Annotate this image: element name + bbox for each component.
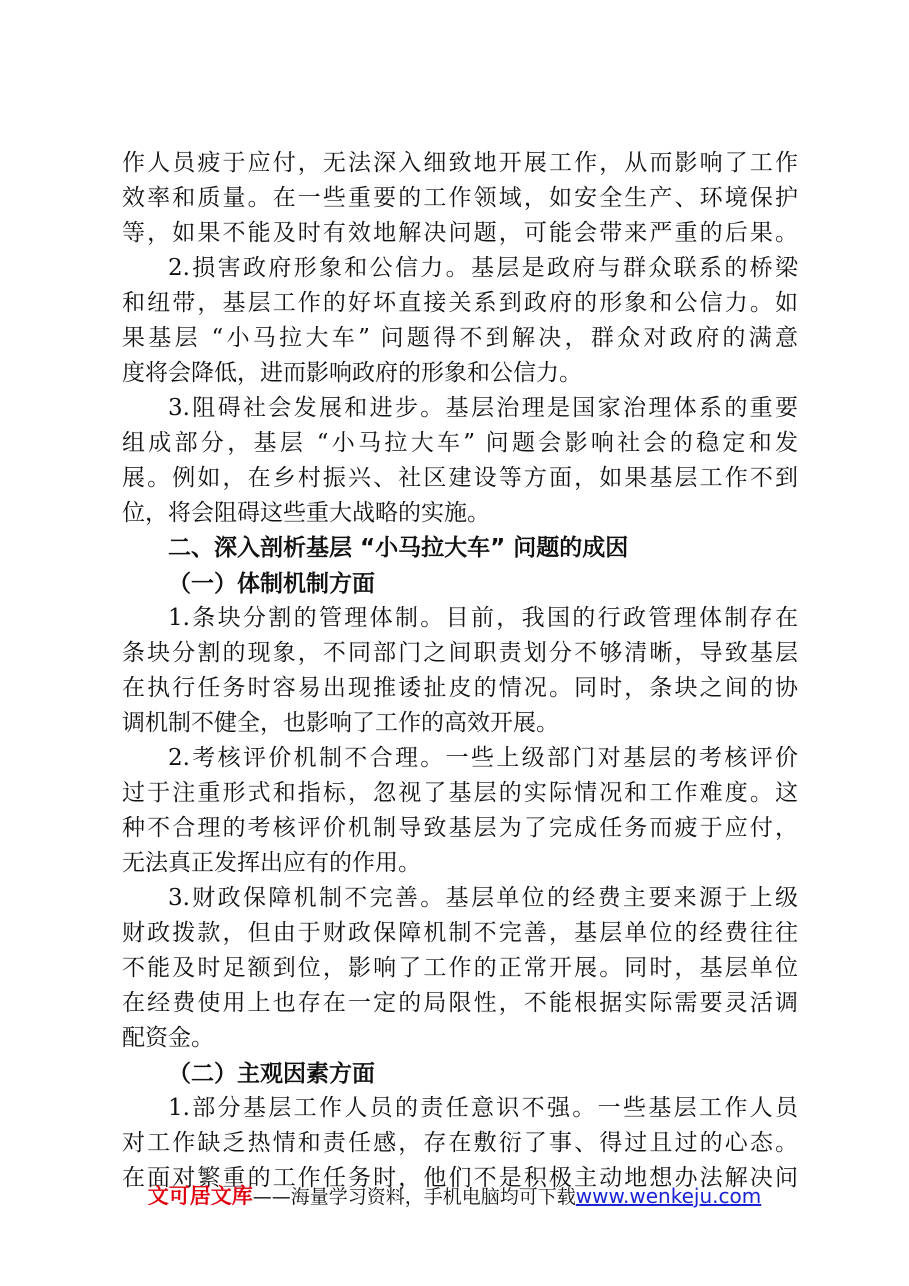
paragraph-line: 3.财政保障机制不完善。基层单位的经费主要来源于上级 [168, 885, 798, 911]
paragraph-line: 3.阻碍社会发展和进步。基层治理是国家治理体系的重要 [168, 395, 798, 421]
paragraph-line: 和纽带，基层工作的好坏直接关系到政府的形象和公信力。如 [122, 290, 798, 316]
section-heading: 二、深入剖析基层 “小马拉大车” 问题的成因 [168, 535, 629, 561]
paragraph-line: 条块分割的现象，不同部门之间职责划分不够清晰，导致基层 [122, 640, 798, 666]
paragraph-line: 2.损害政府形象和公信力。基层是政府与群众联系的桥梁 [168, 255, 798, 281]
watermark-footer [0, 1181, 909, 1212]
paragraph-line: 不能及时足额到位，影响了工作的正常开展。同时，基层单位 [122, 955, 798, 981]
paragraph-line: 在经费使用上也存在一定的局限性，不能根据实际需要灵活调 [122, 990, 798, 1016]
paragraph-line: 配资金。 [122, 1025, 214, 1051]
subsection-heading: （一）体制机制方面 [168, 570, 375, 597]
paragraph-line: 作人员疲于应付，无法深入细致地开展工作，从而影响了工作 [122, 150, 798, 176]
footer-link[interactable]: www.wenkeju.com [575, 1184, 762, 1208]
paragraph-line: 展。例如，在乡村振兴、社区建设等方面，如果基层工作不到 [122, 465, 798, 491]
paragraph-line: 1.部分基层工作人员的责任意识不强。一些基层工作人员 [168, 1095, 798, 1121]
paragraph-line: 效率和质量。在一些重要的工作领域，如安全生产、环境保护 [122, 185, 798, 211]
paragraph-line: 调机制不健全，也影响了工作的高效开展。 [122, 710, 559, 736]
paragraph-line: 无法真正发挥出应有的作用。 [122, 850, 421, 876]
paragraph-line: 在面对繁重的工作任务时，他们不是积极主动地想办法解决问 [122, 1165, 798, 1191]
paragraph-line: 1.条块分割的管理体制。目前，我国的行政管理体制存在 [168, 605, 798, 631]
paragraph-line: 果基层 “小马拉大车” 问题得不到解决，群众对政府的满意 [122, 325, 798, 351]
subsection-heading: （二）主观因素方面 [168, 1060, 375, 1087]
paragraph-line: 度将会降低，进而影响政府的形象和公信力。 [122, 360, 582, 386]
footer-brand: 文可居文库 [147, 1184, 253, 1208]
paragraph-line: 等，如果不能及时有效地解决问题，可能会带来严重的后果。 [122, 220, 798, 246]
document-body [122, 146, 798, 1196]
footer-tagline: ——海量学习资料，手机电脑均可下载 [252, 1186, 576, 1208]
paragraph-line: 种不合理的考核评价机制导致基层为了完成任务而疲于应付， [122, 815, 798, 841]
paragraph-line: 过于注重形式和指标，忽视了基层的实际情况和工作难度。这 [122, 780, 798, 806]
paragraph-line: 位，将会阻碍这些重大战略的实施。 [122, 500, 490, 526]
paragraph-line: 2.考核评价机制不合理。一些上级部门对基层的考核评价 [168, 745, 798, 771]
paragraph-line: 在执行任务时容易出现推诿扯皮的情况。同时，条块之间的协 [122, 675, 798, 701]
paragraph-line: 组成部分，基层 “小马拉大车” 问题会影响社会的稳定和发 [122, 430, 798, 456]
paragraph-line: 财政拨款，但由于财政保障机制不完善，基层单位的经费往往 [122, 920, 798, 946]
paragraph-line: 对工作缺乏热情和责任感，存在敷衍了事、得过且过的心态。 [122, 1130, 798, 1156]
